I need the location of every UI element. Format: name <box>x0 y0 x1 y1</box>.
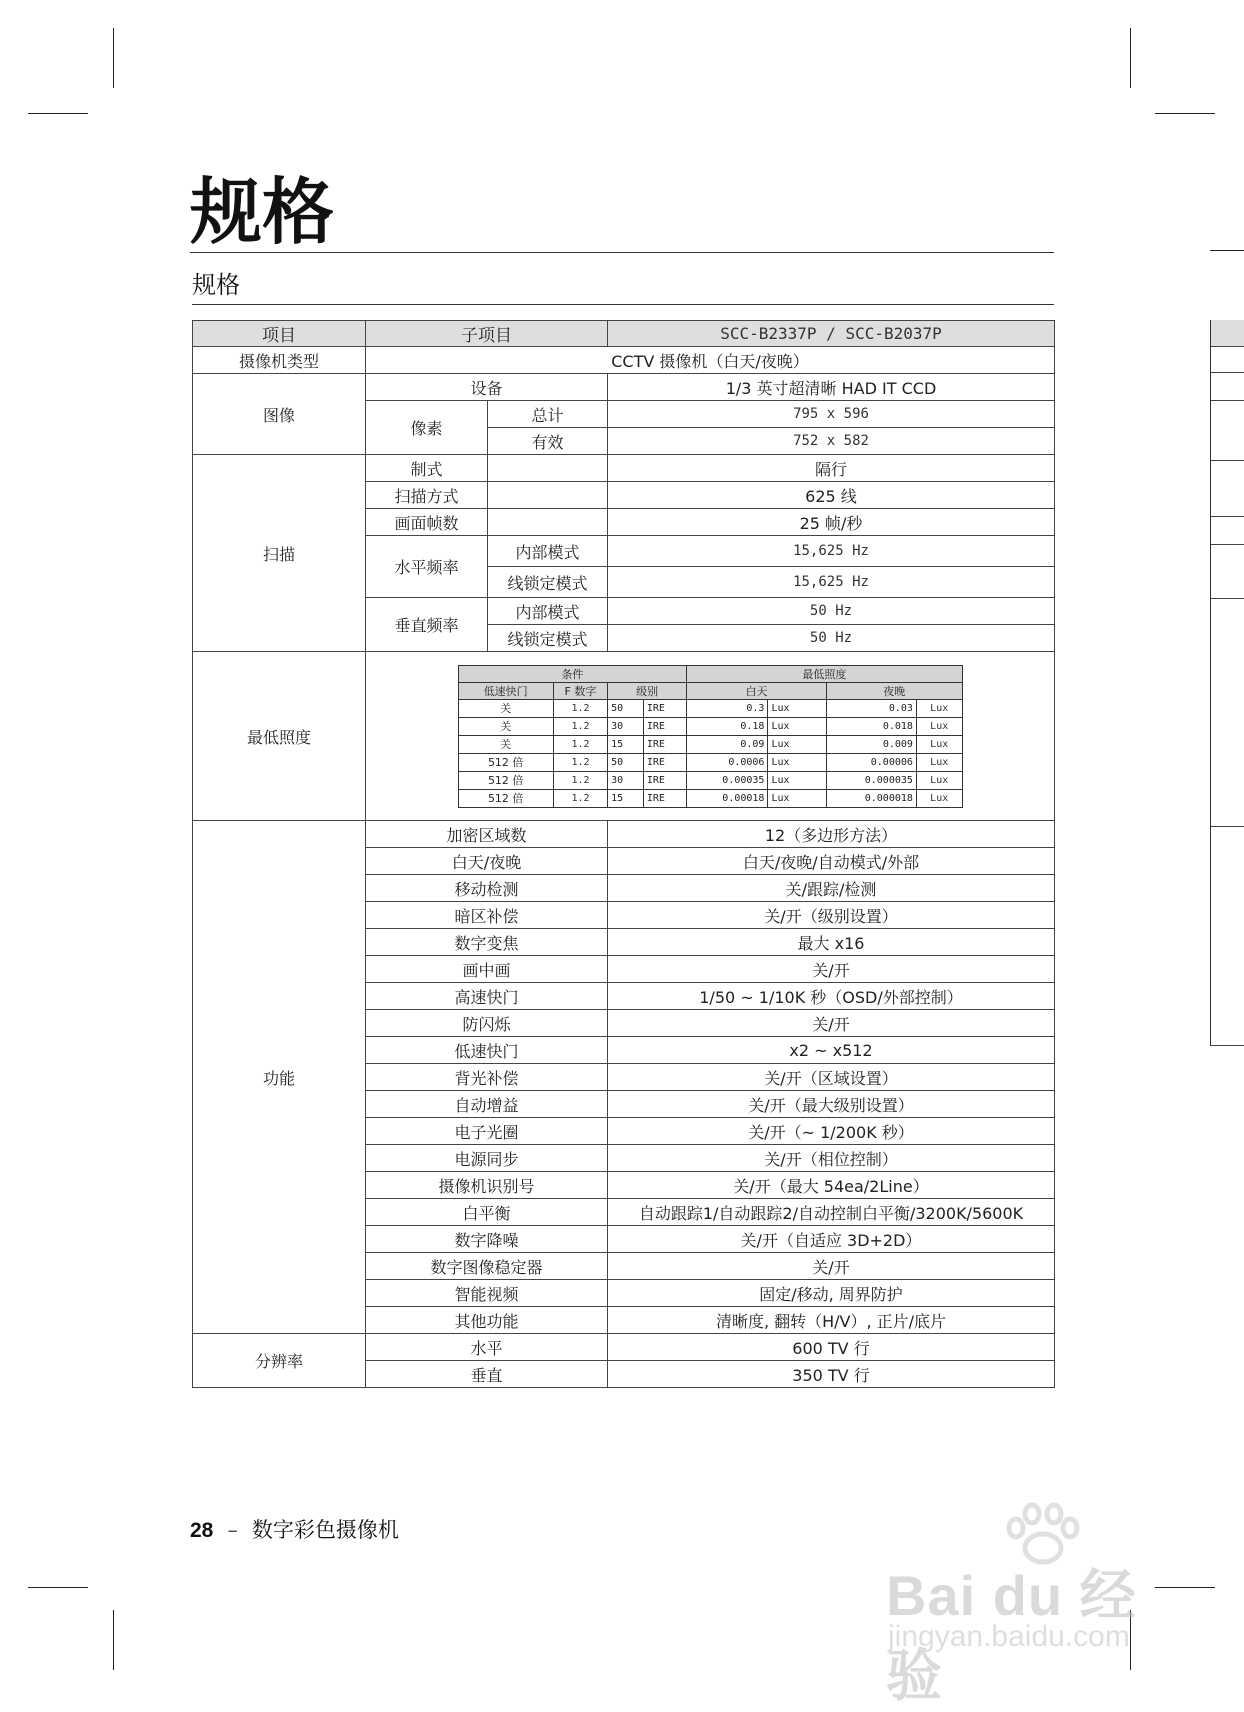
device-label: 设备 <box>366 374 608 401</box>
section-title: 规格 <box>192 268 1054 305</box>
illum-level: 50 <box>608 699 644 717</box>
illum-level: 30 <box>608 717 644 735</box>
function-value: 白天/夜晚/自动模式/外部 <box>608 848 1055 875</box>
scan-label: 扫描 <box>193 455 366 652</box>
illum-day-value: 0.00035 <box>687 771 768 789</box>
pixel-effective-value: 752 x 582 <box>608 428 1055 455</box>
illumination-row <box>458 789 962 807</box>
function-name: 数字降噪 <box>366 1226 608 1253</box>
scan-system-value: 隔行 <box>608 455 1055 482</box>
scan-system-label: 制式 <box>366 455 488 482</box>
empty-cell <box>488 482 608 509</box>
function-value: 关/开（相位控制） <box>608 1145 1055 1172</box>
function-name: 加密区域数 <box>366 821 608 848</box>
adjacent-rule <box>1211 400 1244 401</box>
scan-frame-value: 25 帧/秒 <box>608 509 1055 536</box>
illumination-row <box>458 717 962 735</box>
illum-night-value: 0.009 <box>826 735 916 753</box>
image-label: 图像 <box>193 374 366 455</box>
header-model: SCC-B2337P / SCC-B2037P <box>608 321 1055 347</box>
illum-day-unit: Lux <box>768 771 827 789</box>
function-name: 电子光圈 <box>366 1118 608 1145</box>
resolution-vertical-label: 垂直 <box>366 1361 608 1388</box>
watermark <box>880 1500 1190 1707</box>
illum-night-unit: Lux <box>916 735 962 753</box>
illumination-row <box>458 753 962 771</box>
adjacent-rule <box>1211 1045 1244 1046</box>
illum-night-value: 0.00006 <box>826 753 916 771</box>
spec-table <box>192 320 1055 1388</box>
adjacent-rule <box>1211 372 1244 373</box>
illum-day-unit: Lux <box>768 699 827 717</box>
footer-product: 数字彩色摄像机 <box>251 1518 399 1542</box>
illum-day-unit: Lux <box>768 717 827 735</box>
illum-level-unit: IRE <box>643 735 686 753</box>
illum-shutter: 关 <box>458 735 553 753</box>
function-name: 白平衡 <box>366 1199 608 1226</box>
illum-night-value: 0.000018 <box>826 789 916 807</box>
illum-f-number: 1.2 <box>553 735 607 753</box>
function-value: 12（多边形方法） <box>608 821 1055 848</box>
function-value: 自动跟踪1/自动跟踪2/自动控制白平衡/3200K/5600K <box>608 1199 1055 1226</box>
hfreq-linelock-label: 线锁定模式 <box>488 567 608 598</box>
functions-label: 功能 <box>193 821 366 1334</box>
illum-hdr-night: 夜晚 <box>826 682 962 699</box>
illumination-row <box>458 699 962 717</box>
function-value: 关/跟踪/检测 <box>608 875 1055 902</box>
function-name: 背光补偿 <box>366 1064 608 1091</box>
page-title: 规格 <box>190 172 1054 253</box>
pixel-total-label: 总计 <box>488 401 608 428</box>
vfreq-internal-label: 内部模式 <box>488 598 608 625</box>
function-value: 关/开（区域设置） <box>608 1064 1055 1091</box>
illum-level: 15 <box>608 735 644 753</box>
scan-mode-value: 625 线 <box>608 482 1055 509</box>
illumination-row <box>458 735 962 753</box>
illum-night-unit: Lux <box>916 789 962 807</box>
function-name: 画中画 <box>366 956 608 983</box>
function-value: 固定/移动, 周界防护 <box>608 1280 1055 1307</box>
illum-shutter: 关 <box>458 717 553 735</box>
pixel-effective-label: 有效 <box>488 428 608 455</box>
camera-type-label: 摄像机类型 <box>193 347 366 374</box>
resolution-horizontal-value: 600 TV 行 <box>608 1334 1055 1361</box>
pixel-label: 像素 <box>366 401 488 455</box>
illum-shutter: 512 倍 <box>458 789 553 807</box>
crop-mark <box>113 1610 114 1670</box>
empty-cell <box>488 509 608 536</box>
illum-shutter: 512 倍 <box>458 753 553 771</box>
illum-f-number: 1.2 <box>553 753 607 771</box>
crop-mark <box>1155 113 1215 114</box>
watermark-url: jingyan.baidu.com <box>888 1620 1130 1653</box>
illumination-row <box>458 771 962 789</box>
empty-cell <box>488 455 608 482</box>
function-name: 低速快门 <box>366 1037 608 1064</box>
illum-f-number: 1.2 <box>553 717 607 735</box>
hfreq-internal-value: 15,625 Hz <box>608 536 1055 567</box>
page-number: 28 <box>190 1519 214 1542</box>
illum-shutter: 512 倍 <box>458 771 553 789</box>
illum-level-unit: IRE <box>643 699 686 717</box>
function-value: 关/开（自适应 3D+2D） <box>608 1226 1055 1253</box>
crop-mark <box>28 1587 88 1588</box>
function-value: 关/开（最大级别设置） <box>608 1091 1055 1118</box>
illum-night-unit: Lux <box>916 699 962 717</box>
page-footer <box>190 1515 399 1545</box>
illum-level-unit: IRE <box>643 717 686 735</box>
table-row <box>193 652 1055 821</box>
illumination-cell <box>366 652 1055 821</box>
footer-separator: – <box>227 1518 238 1542</box>
adjacent-rule <box>1211 826 1244 827</box>
illum-level: 30 <box>608 771 644 789</box>
vfreq-linelock-label: 线锁定模式 <box>488 625 608 652</box>
illum-f-number: 1.2 <box>553 789 607 807</box>
scan-mode-label: 扫描方式 <box>366 482 488 509</box>
function-value: 关/开 <box>608 1253 1055 1280</box>
function-name: 数字图像稳定器 <box>366 1253 608 1280</box>
function-name: 白天/夜晚 <box>366 848 608 875</box>
illumination-table <box>458 665 963 808</box>
illum-day-value: 0.3 <box>687 699 768 717</box>
function-value: 关/开 <box>608 1010 1055 1037</box>
watermark-brand: Bai du 经验 <box>886 1564 1137 1707</box>
resolution-vertical-value: 350 TV 行 <box>608 1361 1055 1388</box>
vfreq-linelock-value: 50 Hz <box>608 625 1055 652</box>
vfreq-internal-value: 50 Hz <box>608 598 1055 625</box>
illum-hdr-day: 白天 <box>687 682 827 699</box>
function-value: 关/开 <box>608 956 1055 983</box>
illum-hdr-f: F 数字 <box>553 682 607 699</box>
function-name: 自动增益 <box>366 1091 608 1118</box>
illum-day-value: 0.18 <box>687 717 768 735</box>
function-value: 关/开（最大 54ea/2Line） <box>608 1172 1055 1199</box>
function-value: 关/开（级别设置） <box>608 902 1055 929</box>
illumination-header-row <box>458 665 962 682</box>
resolution-label: 分辨率 <box>193 1334 366 1388</box>
adjacent-header <box>1211 320 1244 347</box>
illum-day-unit: Lux <box>768 735 827 753</box>
function-name: 高速快门 <box>366 983 608 1010</box>
illum-day-value: 0.09 <box>687 735 768 753</box>
illum-hdr-shutter: 低速快门 <box>458 682 553 699</box>
adjacent-rule <box>1211 460 1244 461</box>
function-name: 摄像机识别号 <box>366 1172 608 1199</box>
function-value: 最大 x16 <box>608 929 1055 956</box>
function-value: x2 ~ x512 <box>608 1037 1055 1064</box>
adjacent-rule <box>1211 598 1244 599</box>
illum-f-number: 1.2 <box>553 771 607 789</box>
function-name: 智能视频 <box>366 1280 608 1307</box>
illum-f-number: 1.2 <box>553 699 607 717</box>
crop-mark <box>113 28 114 88</box>
table-header-row <box>193 321 1055 347</box>
scan-frame-label: 画面帧数 <box>366 509 488 536</box>
illum-level-unit: IRE <box>643 789 686 807</box>
hfreq-label: 水平频率 <box>366 536 488 598</box>
header-item: 项目 <box>193 321 366 347</box>
illum-hdr-level: 级别 <box>608 682 687 699</box>
crop-mark <box>1210 250 1244 251</box>
function-name: 电源同步 <box>366 1145 608 1172</box>
table-row <box>193 347 1055 374</box>
device-value: 1/3 英寸超清晰 HAD IT CCD <box>608 374 1055 401</box>
illumination-subheader-row <box>458 682 962 699</box>
hfreq-linelock-value: 15,625 Hz <box>608 567 1055 598</box>
illum-level-unit: IRE <box>643 753 686 771</box>
illum-level-unit: IRE <box>643 771 686 789</box>
vfreq-label: 垂直频率 <box>366 598 488 652</box>
table-row <box>193 374 1055 401</box>
function-value: 关/开（~ 1/200K 秒） <box>608 1118 1055 1145</box>
illum-night-value: 0.03 <box>826 699 916 717</box>
illum-hdr-min: 最低照度 <box>687 665 962 682</box>
illum-night-value: 0.018 <box>826 717 916 735</box>
function-name: 移动检测 <box>366 875 608 902</box>
function-name: 数字变焦 <box>366 929 608 956</box>
camera-type-value: CCTV 摄像机（白天/夜晚） <box>366 347 1055 374</box>
illum-night-unit: Lux <box>916 771 962 789</box>
crop-mark <box>28 113 88 114</box>
hfreq-internal-label: 内部模式 <box>488 536 608 567</box>
illum-night-unit: Lux <box>916 753 962 771</box>
table-row <box>193 455 1055 482</box>
adjacent-rule <box>1211 544 1244 545</box>
adjacent-rule <box>1211 516 1244 517</box>
illumination-label: 最低照度 <box>193 652 366 821</box>
adjacent-page-table-edge <box>1210 320 1244 1046</box>
illum-level: 15 <box>608 789 644 807</box>
illum-day-value: 0.0006 <box>687 753 768 771</box>
table-row <box>193 1334 1055 1361</box>
header-subitem: 子项目 <box>366 321 608 347</box>
function-name: 其他功能 <box>366 1307 608 1334</box>
illum-hdr-condition: 条件 <box>458 665 687 682</box>
illum-level: 50 <box>608 753 644 771</box>
illum-night-value: 0.000035 <box>826 771 916 789</box>
table-row <box>193 821 1055 848</box>
illum-day-unit: Lux <box>768 753 827 771</box>
pixel-total-value: 795 x 596 <box>608 401 1055 428</box>
function-name: 防闪烁 <box>366 1010 608 1037</box>
illum-day-value: 0.00018 <box>687 789 768 807</box>
function-name: 暗区补偿 <box>366 902 608 929</box>
illum-night-unit: Lux <box>916 717 962 735</box>
function-value: 1/50 ~ 1/10K 秒（OSD/外部控制） <box>608 983 1055 1010</box>
function-value: 清晰度, 翻转（H/V）, 正片/底片 <box>608 1307 1055 1334</box>
illum-day-unit: Lux <box>768 789 827 807</box>
illum-shutter: 关 <box>458 699 553 717</box>
resolution-horizontal-label: 水平 <box>366 1334 608 1361</box>
crop-mark <box>1130 28 1131 88</box>
